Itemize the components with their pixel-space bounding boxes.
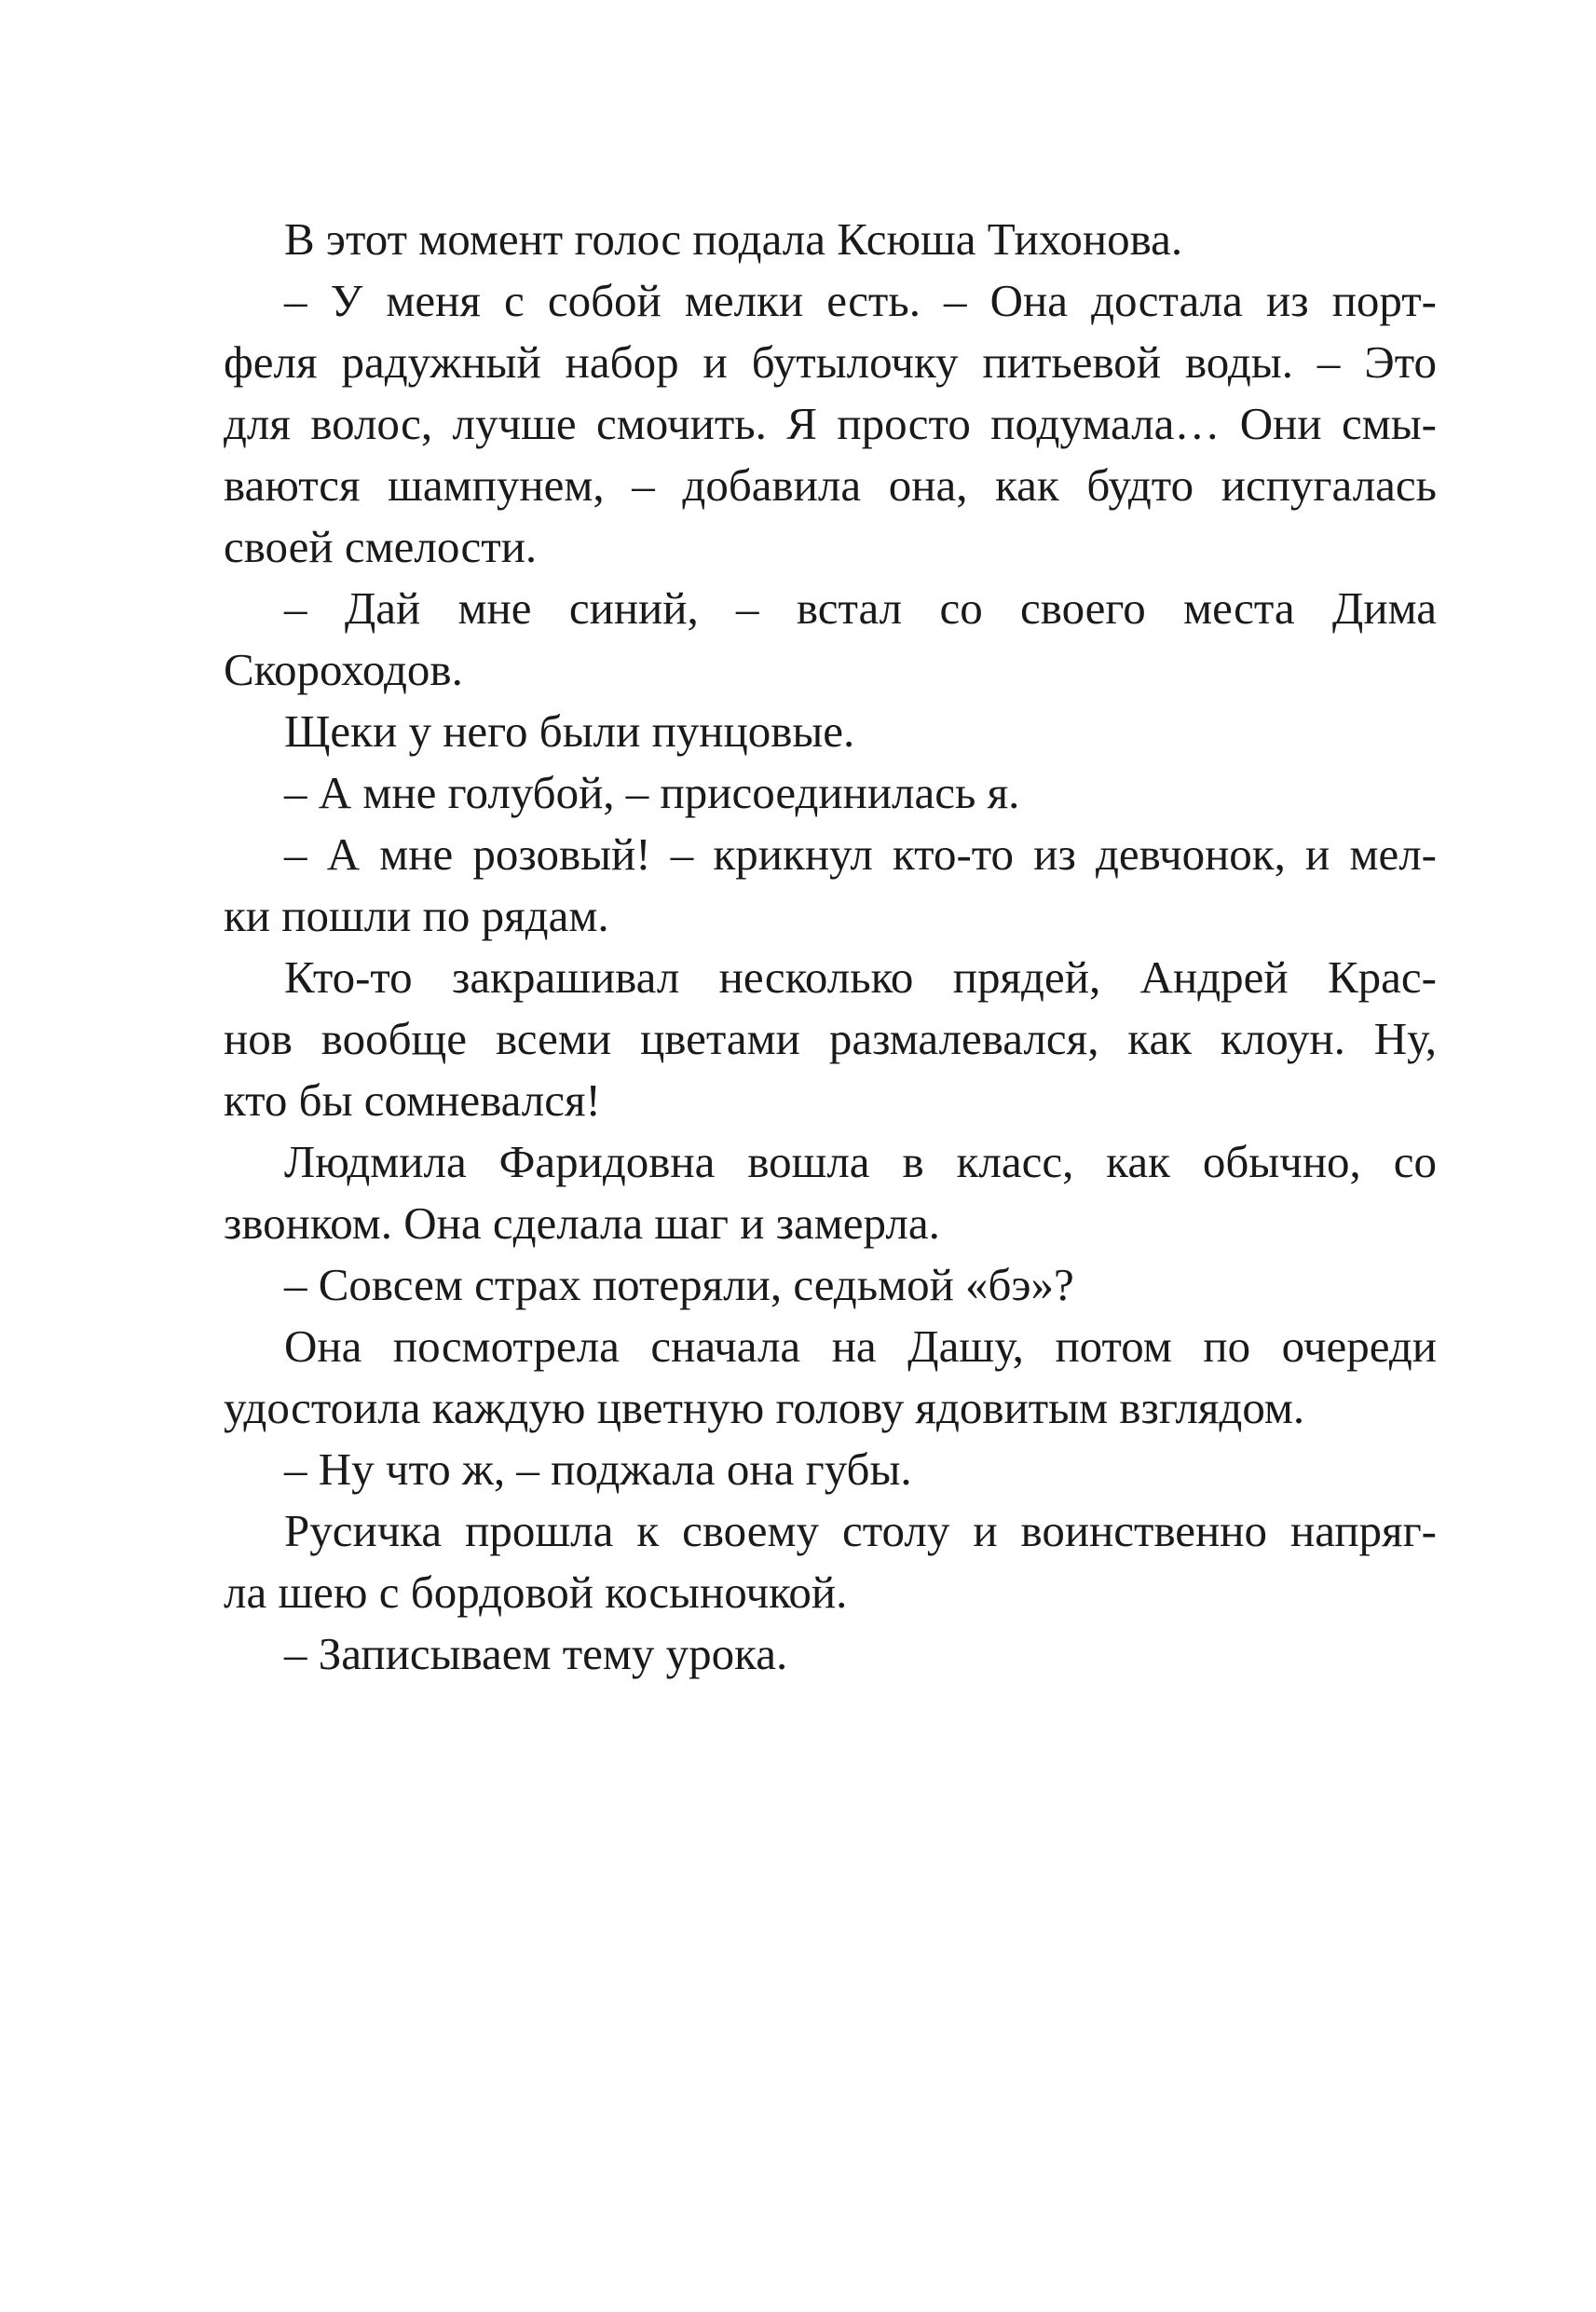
- text-line: ваются шампунем, – добавила она, как будто испугалась: [224, 459, 1437, 511]
- page-text: [224, 209, 1437, 1685]
- text-line: для волос, лучше смочить. Я просто подумала… Они смы-: [224, 398, 1437, 449]
- text-line: – А мне розовый! – крикнул кто-то из девчонок, и мел-: [284, 828, 1437, 880]
- text-line: – Записываем тему урока.: [284, 1628, 788, 1679]
- text-line: Людмила Фаридовна вошла в класс, как обычно, со: [284, 1136, 1437, 1187]
- text-line: Щеки у него были пунцовые.: [284, 705, 855, 757]
- text-line: – Ну что ж, – поджала она губы.: [284, 1443, 912, 1495]
- text-line: – Дай мне синий, – встал со своего места Дима: [284, 582, 1437, 634]
- text-line: нов вообще всеми цветами размалевался, как клоун. Ну,: [224, 1013, 1437, 1064]
- text-line: ла шею с бордовой косыночкой.: [224, 1566, 848, 1618]
- text-line: – У меня с собой мелки есть. – Она достала из порт-: [284, 275, 1437, 326]
- text-line: Русичка прошла к своему столу и воинственно напряг-: [284, 1505, 1437, 1556]
- text-line: Она посмотрела сначала на Дашу, потом по очереди: [284, 1320, 1437, 1372]
- text-line: удостоила каждую цветную голову ядовитым взглядом.: [224, 1382, 1305, 1433]
- text-line: феля радужный набор и бутылочку питьевой воды. – Это: [224, 336, 1437, 388]
- text-line: – А мне голубой, – присоединилась я.: [284, 767, 1020, 818]
- text-line: Скороходов.: [224, 644, 463, 695]
- text-line: ки пошли по рядам.: [224, 890, 609, 941]
- text-line: – Совсем страх потеряли, седьмой «бэ»?: [284, 1259, 1074, 1310]
- text-line: Кто-то закрашивал несколько прядей, Андрей Крас-: [284, 951, 1437, 1003]
- text-line: звонком. Она сделала шаг и замерла.: [224, 1197, 940, 1249]
- text-line: кто бы сомневался!: [224, 1074, 601, 1126]
- text-line: В этот момент голос подала Ксюша Тихонова.: [284, 213, 1183, 265]
- text-line: своей смелости.: [224, 521, 538, 572]
